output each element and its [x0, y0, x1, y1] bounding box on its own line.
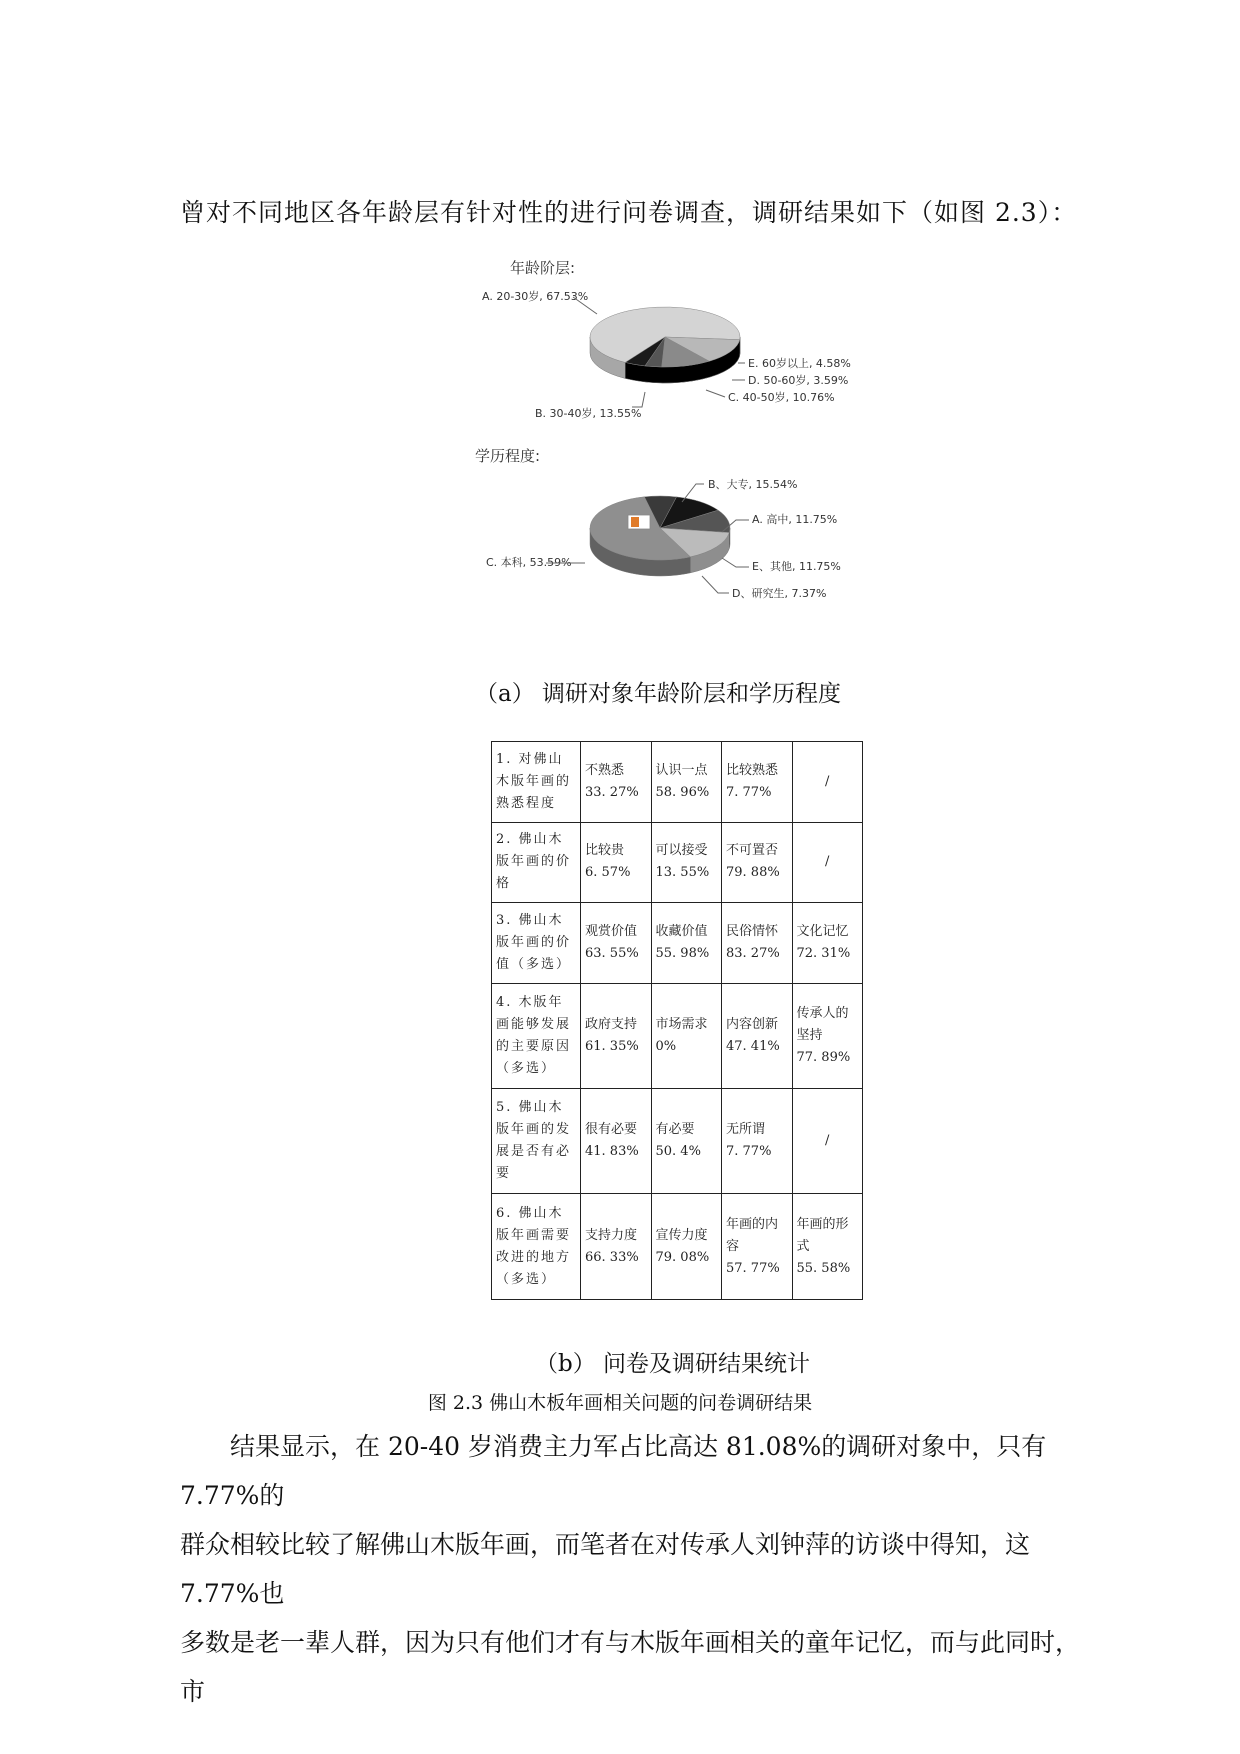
option-percent: 77. 89% — [796, 1049, 851, 1065]
intro-text: 曾对不同地区各年龄层有针对性的进行问卷调查，调研结果如下（如图 2.3）： — [180, 198, 1078, 227]
option-percent: 13. 55% — [655, 865, 710, 881]
option-label: 观赏价值 — [585, 923, 638, 939]
option-percent: 61. 35% — [585, 1038, 639, 1054]
answer-cell — [651, 903, 722, 984]
option-percent: 83. 27% — [726, 945, 780, 961]
edu-label-b: B、大专, 15.54% — [708, 478, 798, 491]
caption-b: （b） 问卷及调研结果统计 — [535, 1351, 811, 1377]
option-percent: 63. 55% — [585, 945, 639, 961]
question-cell: 6. 佛山木版年画需要改进的地方（多选） — [492, 1194, 581, 1300]
option-label: 文化记忆 — [796, 923, 849, 939]
option-label: 不可置否 — [726, 843, 779, 859]
option-percent: 55. 58% — [796, 1260, 851, 1276]
edu-label-d: D、研究生, 7.37% — [732, 587, 827, 600]
option-label: 认识一点 — [655, 762, 708, 778]
option-label: 很有必要 — [585, 1122, 638, 1138]
answer-cell — [792, 1194, 863, 1300]
option-percent: 33. 27% — [585, 784, 639, 800]
table-row — [492, 1089, 863, 1194]
age-label-d: D. 50-60岁, 3.59% — [748, 374, 849, 387]
option-label: 支持力度 — [585, 1227, 638, 1243]
option-percent: 79. 08% — [655, 1249, 710, 1265]
answer-cell — [722, 822, 793, 903]
option-percent: 79. 88% — [726, 865, 780, 881]
option-percent: 72. 31% — [796, 945, 851, 961]
answer-cell — [792, 903, 863, 984]
answer-cell — [651, 742, 722, 823]
option-label: 比较熟悉 — [726, 762, 779, 778]
option-percent: 7. 77% — [726, 784, 772, 800]
option-percent: 55. 98% — [655, 945, 710, 961]
option-label: 可以接受 — [655, 843, 708, 859]
table-row — [492, 903, 863, 984]
option-label: 有必要 — [655, 1122, 695, 1138]
answer-cell — [651, 822, 722, 903]
question-cell: 3. 佛山木版年画的价值（多选） — [492, 903, 581, 984]
answer-cell — [722, 1194, 793, 1300]
table-row — [492, 742, 863, 823]
option-label: 政府支持 — [585, 1016, 638, 1032]
edu-label-a: A. 高中, 11.75% — [752, 513, 838, 526]
question-cell: 5. 佛山木版年画的发展是否有必要 — [492, 1089, 581, 1194]
paragraph-line: 多数是老一辈人群，因为只有他们才有与木版年画相关的童年记忆，而与此同时，市 — [180, 1628, 1081, 1706]
answer-cell — [581, 903, 652, 984]
age-label-b: B. 30-40岁, 13.55% — [535, 407, 642, 420]
answer-cell — [581, 822, 652, 903]
answer-cell — [581, 1194, 652, 1300]
option-percent: 47. 41% — [726, 1038, 780, 1054]
paragraph-line: 群众相较比较了解佛山木版年画，而笔者在对传承人刘钟萍的访谈中得知，这 7.77%也 — [180, 1530, 1031, 1608]
survey-table — [491, 741, 863, 1300]
option-label: 无所谓 — [726, 1122, 766, 1138]
option-label: 市场需求 — [655, 1016, 708, 1032]
option-label: 不熟悉 — [585, 762, 625, 778]
answer-cell — [722, 903, 793, 984]
table-row — [492, 983, 863, 1088]
option-percent: 57. 77% — [726, 1260, 780, 1276]
edu-pie-chart — [470, 470, 890, 620]
age-chart-title: 年龄阶层: — [510, 259, 576, 277]
answer-cell — [581, 1089, 652, 1194]
option-label: 内容创新 — [726, 1016, 779, 1032]
answer-cell-empty: / — [792, 1089, 863, 1194]
table-row — [492, 1194, 863, 1300]
answer-cell — [722, 983, 793, 1088]
paragraph-line: 结果显示，在 20-40 岁消费主力军占比高达 81.08%的调研对象中，只有 7.77%的 — [180, 1432, 1047, 1510]
option-percent: 41. 83% — [585, 1144, 639, 1160]
option-percent: 50. 4% — [655, 1144, 701, 1160]
answer-cell-empty: / — [792, 742, 863, 823]
figure-caption: 图 2.3 佛山木板年画相关问题的问卷调研结果 — [427, 1392, 813, 1414]
caption-a: （a） 调研对象年龄阶层和学历程度 — [475, 681, 842, 707]
question-cell: 2. 佛山木版年画的价格 — [492, 822, 581, 903]
body-paragraph — [180, 1422, 1080, 1716]
answer-cell — [651, 1089, 722, 1194]
answer-cell — [581, 983, 652, 1088]
age-label-e: E. 60岁以上, 4.58% — [748, 357, 851, 370]
answer-cell — [651, 1194, 722, 1300]
edu-chart-title: 学历程度: — [475, 447, 541, 465]
question-cell: 4. 木版年画能够发展的主要原因（多选） — [492, 983, 581, 1088]
question-cell: 1. 对佛山木版年画的熟悉程度 — [492, 742, 581, 823]
option-label: 比较贵 — [585, 843, 625, 859]
option-label: 宣传力度 — [655, 1227, 708, 1243]
table-row — [492, 822, 863, 903]
option-percent: 0% — [655, 1038, 677, 1054]
edu-label-e: E、其他, 11.75% — [752, 560, 841, 573]
age-label-a: A. 20-30岁, 67.53% — [482, 290, 589, 303]
option-label: 民俗情怀 — [726, 923, 779, 939]
option-label: 收藏价值 — [655, 923, 708, 939]
answer-cell — [581, 742, 652, 823]
answer-cell — [722, 742, 793, 823]
answer-cell — [792, 983, 863, 1088]
option-percent: 66. 33% — [585, 1249, 639, 1265]
option-label: 年画的内容 — [726, 1216, 779, 1254]
option-percent: 58. 96% — [655, 784, 710, 800]
option-percent: 6. 57% — [585, 865, 631, 881]
age-pie-chart — [470, 280, 890, 430]
answer-cell — [651, 983, 722, 1088]
answer-cell-empty: / — [792, 822, 863, 903]
option-label: 年画的形式 — [796, 1216, 849, 1254]
age-label-c: C. 40-50岁, 10.76% — [728, 391, 835, 404]
answer-cell — [722, 1089, 793, 1194]
option-label: 传承人的坚持 — [796, 1005, 849, 1043]
edu-label-c: C. 本科, 53.59% — [486, 556, 572, 569]
option-percent: 7. 77% — [726, 1144, 772, 1160]
